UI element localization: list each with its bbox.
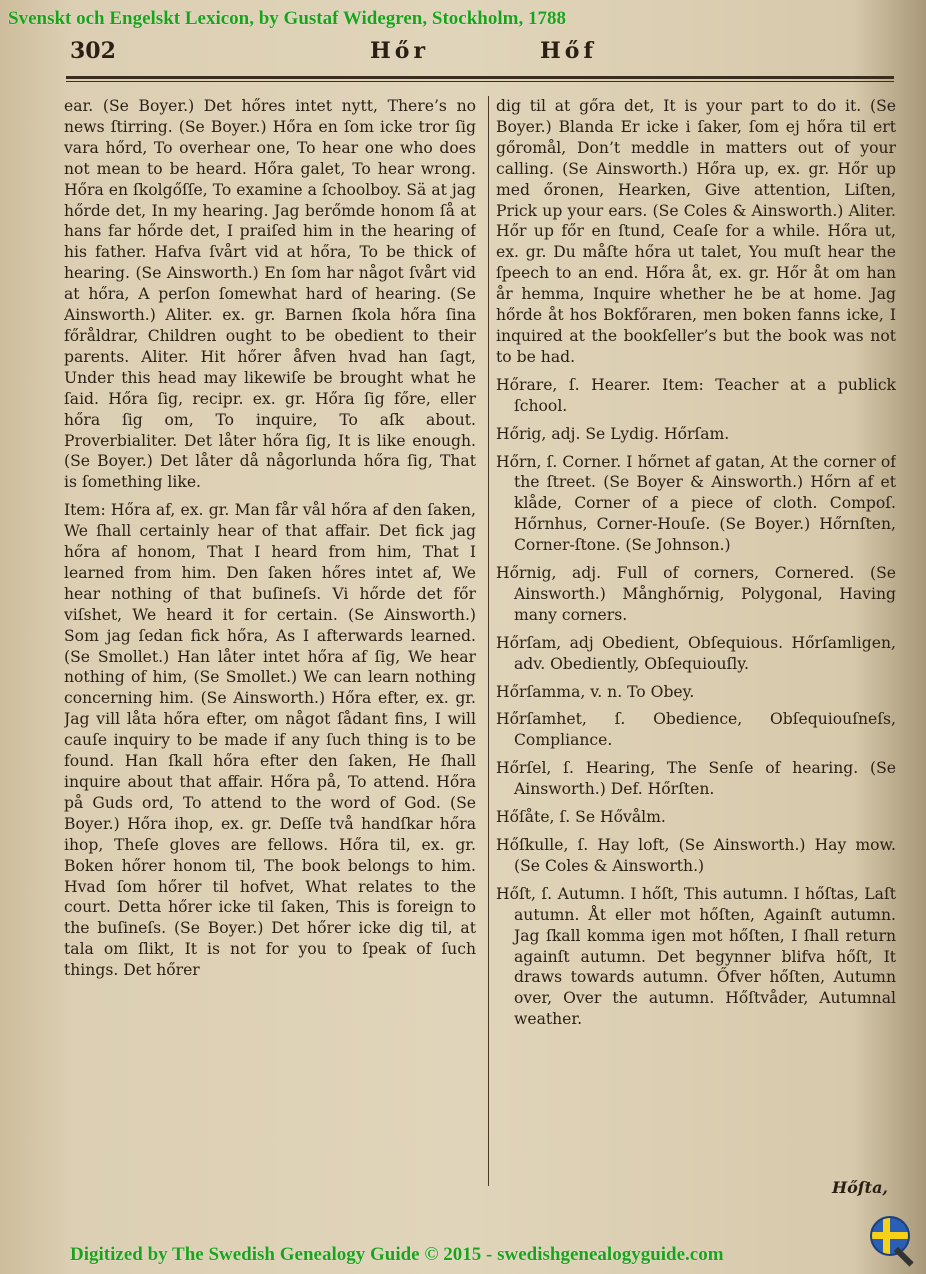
entry-hoskulle: Hőſkulle, ſ. Hay loft, (Se Ainsworth.) Hay mow. (Se Coles & Ainsworth.) [496,836,896,875]
entry-horsamhet: Hőrſamhet, ſ. Obedience, Obſequiouſneſs, Compliance. [496,710,896,750]
entry-horsamma: Hőrſamma, v. n. To Obey. [496,682,695,701]
entry-horn: Hőrn, ſ. Corner. I hőrnet af gatan, At the corner of the ſtreet. (Se Boyer & Ainsworth.) Hőrn af et klåde, Corner of a piece of cloth. Compoſ. Hőrnhus, Corner-Houſe. (Se Boyer.) Hőrnſten, Corner-ſtone. (Se Johnson.) [496,452,896,555]
entry-horare: Hőrare, ſ. Hearer. Item: Teacher at a publick ſchool. [496,375,896,415]
right-column [496,96,896,1166]
running-head-right: Hőf [540,38,597,64]
right-paragraph-continued: dig til at gőra det, It is your part to do it. (Se Boyer.) Blanda Er icke i ſaker, ſom ej hőra til ert gőromål, Don’t meddle in matters out of your calling. (Se Ainsworth.) Hőra up, ex. gr. Hőr up med őronen, Hearken, Give attention, Liſten, Prick up your ears. (Se Coles & Ainsworth.) Aliter. Hőr up főr en ſtund, Ceaſe for a while. Hőra ut, ex. gr. Du måſte hőra ut talet, You muſt hear the ſpeech to an end. Hőra åt, ex. gr. Hőr åt om han år hemma, Inquire whether he be at home. Jag hőrde åt hos Bokfőraren, men boken fanns icke, I inquired at the bookſeller’s but the book was not to be had. [496,97,896,366]
page-number: 302 [70,38,116,64]
column-divider [488,96,489,1186]
left-column [64,96,476,1196]
digitization-footer: Digitized by The Swedish Genealogy Guide © 2015 - swedishgenealogyguide.com [70,1244,724,1265]
entry-host: Hőſt, ſ. Autumn. I hőſt, This autumn. I hőſtas, Laſt autumn. Åt eller mot hőſten, Againſt autumn. Jag ſkall komma igen mot hőſten, I ſhall return againſt autumn. Det begynner blifva hőſt, It draws towards autumn. Őfver hőſten, Autumn over, Over the autumn. Hőſtvåder, Autumnal weather. [496,884,896,1029]
entry-hosate: Hőſåte, ſ. Se Hővålm. [496,808,666,827]
digitization-title-banner: Svenskt och Engelskt Lexicon, by Gustaf Widegren, Stockholm, 1788 [8,8,566,29]
left-paragraph-item: Item: Hőra af, ex. gr. Man får vål hőra af den ſaken, We ſhall certainly hear of that affair. Det fick jag hőra af honom, That I heard from him, That I learned from him. Den ſaken hőres intet af, We hear nothing of that buſineſs. Vi hőrde det főr viſshet, We heard it for certain. (Se Ainsworth.) Som jag ſedan fick hőra, As I afterwards learned. (Se Smollet.) Han låter intet hőra af ſig, We hear nothing of him, (Se Smollet.) We can learn nothing concerning him. (Se Ainsworth.) Hőra efter, ex. gr. Jag vill låta hőra efter, om något ſådant fins, I will cauſe inquiry to be made if any ſuch thing is to be found. Han ſkall hőra efter den ſaken, He ſhall inquire about that affair. Hőra på, To attend. Hőra på Guds ord, To attend to the word of God. (Se Boyer.) Hőra ihop, ex. gr. Deſſe två handſkar hőra ihop, Theſe gloves are fellows. Hőra til, ex. gr. Boken hőrer honom til, The book belongs to him. Hvad ſom hőrer til hofvet, What relates to the court. Detta hőrer icke til ſaken, This is foreign to the buſineſs. (Se Boyer.) Det hőrer icke dig til, at tala om ſlikt, It is not for you to ſpeak of ſuch things. Det hőrer [64,501,476,980]
swedish-flag-magnifier-icon [870,1216,910,1256]
header-rule [66,76,894,79]
entry-horsel: Hőrſel, ſ. Hearing, The Senſe of hearing. (Se Ainsworth.) Def. Hőrſten. [496,759,896,799]
header-rule-thin [66,81,894,82]
running-head-left: Hőr [370,38,430,64]
entry-hornig: Hőrnig, adj. Full of corners, Cornered. (Se Ainsworth.) Månghőrnig, Polygonal, Having many corners. [496,564,896,624]
entry-horig: Hőrig, adj. Se Lydig. Hőrſam. [496,424,730,443]
left-paragraph-continued: ear. (Se Boyer.) Det hőres intet nytt, There’s no news ſtirring. (Se Boyer.) Hőra en ſom icke tror ſig vara hőrd, To overhear one, To hear one who does not mean to be heard. Hőra galet, To hear wrong. Hőra en ſkolgőſſe, To examine a ſchoolboy. Sä at jag hőrde det, In my hearing. Jag berőmde honom ſå at hans far hőrde det, I praiſed him in the hearing of his father. Hafva ſvårt vid at hőra, To be thick of hearing. (Se Ainsworth.) En ſom har något ſvårt vid at hőra, A perſon ſomewhat hard of hearing. (Se Ainsworth.) Aliter. ex. gr. Barnen ſkola hőra ſina főråldrar, Children ought to be obedient to their parents. Aliter. Hit hőrer åfven hvad han ſagt, Under this head may likewiſe be brought what he ſaid. Hőra ſig, recipr. ex. gr. Hőra ſig főre, eller hőra ſig om, To inquire, To aſk about. Proverbialiter. Det låter hőra ſig, It is like enough. (Se Boyer.) Det låter då någorlunda hőra ſig, That is ſomething like. [64,97,476,492]
entry-horsam: Hőrſam, adj Obedient, Obſequious. Hőrſamligen, adv. Obediently, Obſequiouſly. [496,633,896,673]
catchword: Hőſta, [832,1178,888,1197]
